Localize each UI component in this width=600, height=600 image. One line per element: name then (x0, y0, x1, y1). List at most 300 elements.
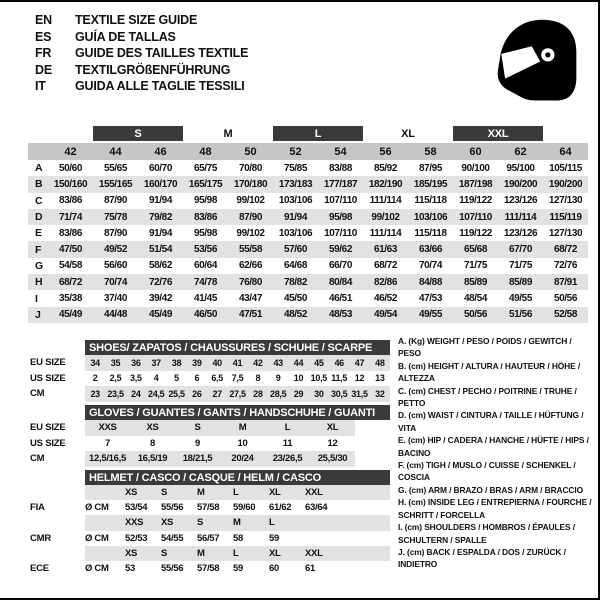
gloves-row (30, 420, 395, 436)
size-table-row (28, 193, 588, 209)
size-cell: 119/122 (459, 195, 492, 207)
size-cell: 103/106 (413, 211, 448, 223)
size-cell: 68/72 (58, 276, 83, 288)
size-column-header: 62 (514, 145, 527, 158)
gloves-cell: 25,5/30 (317, 453, 348, 465)
shoes-cell: 43 (273, 357, 283, 368)
gloves-cells (85, 436, 355, 452)
gloves-cell: 12,5/16,5 (89, 453, 126, 465)
language-row (35, 29, 248, 46)
helmet-cell: 56/57 (197, 532, 220, 544)
size-cell: 47/53 (418, 293, 443, 305)
size-cell: 50/60 (58, 162, 83, 174)
row-label: I (35, 292, 38, 305)
size-cell: 46/51 (328, 293, 353, 305)
gloves-cell: 18/21,5 (182, 453, 213, 465)
size-table-row (28, 225, 588, 241)
guide-title: TEXTILE SIZE GUIDE (75, 13, 198, 27)
size-cell: 59/62 (328, 244, 353, 256)
helmet-unit-label: Ø CM (85, 532, 109, 544)
helmet-cell: 55/56 (161, 502, 184, 514)
size-group-l: L (273, 126, 363, 141)
shoes-row-label: EU SIZE (30, 357, 66, 369)
shoes-cell: 7,5 (231, 373, 244, 384)
gloves-cell: XL (326, 422, 339, 434)
legend-item: F. (cm) TIGH / MUSLO / CUISSE / SCHENKEL / COSCIA (398, 460, 576, 483)
helmet-cell: XL (269, 487, 281, 499)
size-cell: 87/95 (418, 162, 443, 174)
shoes-cell: 38 (171, 357, 182, 368)
size-table-row (28, 209, 588, 225)
shoes-cell: 35 (110, 357, 121, 368)
size-cell: 72/76 (148, 276, 173, 288)
size-cell: 71/75 (463, 260, 488, 272)
shoes-table (30, 340, 395, 402)
size-table-row (28, 241, 588, 257)
size-cell: 99/102 (236, 227, 265, 239)
shoes-cell: 46 (334, 357, 344, 368)
size-cell: 43/47 (238, 293, 263, 305)
helmet-cells (85, 500, 390, 515)
size-cell: 50/56 (463, 309, 488, 321)
size-cell: 49/55 (508, 293, 533, 305)
gloves-cell: 7 (105, 437, 110, 449)
helmet-cell: XS (125, 487, 138, 499)
gloves-cell: M (238, 422, 247, 434)
legend-item: B. (cm) HEIGHT / ALTURA / HAUTEUR / HÖHE / ALTEZZA (398, 360, 581, 384)
size-column-header: 42 (64, 145, 77, 158)
size-cell: 190/200 (503, 178, 538, 190)
language-code: ES (35, 29, 52, 44)
size-cell: 37/40 (103, 293, 128, 305)
helmet-cell: XL (269, 547, 281, 559)
helmet-header-row (30, 470, 395, 485)
size-cell: 87/90 (103, 227, 128, 239)
size-table-row (28, 274, 588, 290)
helmet-unit-label (85, 546, 125, 561)
size-cell: 75/85 (283, 162, 308, 174)
gloves-cell: 16,5/19 (137, 453, 168, 465)
size-table-row (28, 290, 588, 306)
size-cell: 75/78 (103, 211, 128, 223)
language-row (35, 78, 248, 95)
size-cell: 35/38 (58, 293, 83, 305)
helmet-cell: XXS (125, 517, 144, 529)
size-cell: 45/50 (283, 293, 308, 305)
shoes-cell: 47 (354, 357, 365, 368)
legend-item: C. (cm) CHEST / PECHO / POITRINE / TRUHE / PETTO (398, 385, 577, 409)
size-group-row (28, 126, 588, 141)
shoes-cells (85, 371, 390, 387)
size-cell: 83/86 (58, 227, 83, 239)
size-cell: 48/54 (463, 293, 488, 305)
shoes-cell: 48 (375, 357, 385, 368)
shoes-cell: 23 (90, 388, 100, 399)
size-cell: 47/51 (238, 309, 263, 321)
helmet-title-bar: HELMET / CASCO / CASQUE / HELM / CASCO (85, 470, 390, 485)
shoes-cell: 2 (92, 373, 98, 384)
helmet-cell: S (161, 547, 168, 559)
size-group-s: S (93, 126, 183, 141)
size-cell: 91/94 (148, 227, 173, 239)
size-cell: 76/80 (238, 276, 263, 288)
helmet-cell: XXL (305, 487, 323, 499)
gloves-cell: 11 (282, 437, 293, 449)
shoes-row (30, 371, 395, 387)
helmet-cell: 54/55 (161, 532, 184, 544)
size-cell: 49/52 (103, 244, 128, 256)
size-cell: 82/86 (373, 276, 398, 288)
size-cell: 71/74 (58, 211, 83, 223)
helmet-cell: L (233, 547, 239, 559)
size-cell: 99/102 (371, 211, 400, 223)
size-cell: 123/126 (503, 227, 538, 239)
size-cell: 51/56 (508, 309, 533, 321)
size-column-header: 46 (154, 145, 167, 158)
helmet-cell (305, 515, 341, 530)
size-cell: 107/110 (459, 211, 492, 223)
size-cell: 60/64 (193, 260, 218, 272)
gloves-cell: XS (146, 422, 159, 434)
size-cell: 127/130 (548, 227, 583, 239)
racing-helmet-icon (488, 14, 583, 109)
legend-item: D. (cm) WAIST / CINTURA / TAILLE / HÜFTUNG / VITA (398, 410, 584, 433)
size-column-header: 48 (199, 145, 212, 158)
size-cell: 83/86 (58, 195, 83, 207)
size-cell: 95/98 (328, 211, 353, 223)
size-column-header: 54 (334, 145, 347, 158)
row-label: C (35, 194, 43, 207)
shoes-cell: 24,5 (148, 388, 165, 399)
size-group-m: M (223, 127, 233, 140)
helmet-cell: XXL (305, 547, 323, 559)
helmet-standard-label: ECE (30, 563, 49, 575)
language-code: FR (35, 46, 52, 60)
shoes-cell: 5 (174, 373, 179, 384)
language-row (35, 45, 248, 62)
language-code: IT (35, 79, 46, 93)
size-cell: 58/62 (148, 260, 173, 272)
size-cell: 91/94 (148, 195, 173, 207)
shoes-cell: 2,5 (109, 373, 122, 384)
shoes-header-row (30, 340, 395, 355)
shoes-cells (85, 355, 390, 371)
helmet-cell: XS (125, 547, 138, 559)
size-cell: 85/89 (508, 276, 533, 288)
size-cell: 67/70 (508, 244, 533, 256)
gloves-cell: 23/26,5 (272, 453, 303, 465)
size-cell: 62/66 (238, 260, 263, 272)
size-column-header: 58 (424, 145, 437, 158)
helmet-cell: 59 (233, 563, 243, 575)
shoes-cell: 3,5 (130, 373, 142, 384)
size-cell: 65/68 (463, 244, 488, 256)
gloves-title-bar: GLOVES / GUANTES / GANTS / HANDSCHUHE / GUANTI (85, 405, 390, 420)
size-cell: 84/88 (418, 276, 443, 288)
shoes-cells (85, 386, 390, 402)
shoes-cell: 39 (192, 357, 202, 368)
size-table-row (28, 176, 588, 192)
size-cell: 177/187 (323, 178, 358, 190)
size-cell: 85/89 (463, 276, 488, 288)
shoes-cell: 23,5 (107, 388, 124, 399)
guide-title: GUÍA DE TALLAS (75, 29, 176, 44)
shoes-cell: 36 (131, 357, 141, 368)
size-cell: 53/56 (193, 244, 218, 256)
size-cell: 91/94 (283, 211, 308, 223)
size-cell: 65/75 (193, 162, 218, 174)
guide-title: TEXTILGRÖßENFÜHRUNG (75, 62, 231, 77)
helmet-row (30, 500, 395, 515)
size-cell: 187/198 (458, 178, 493, 190)
size-cell: 127/130 (548, 195, 583, 207)
size-cell: 87/90 (103, 195, 128, 207)
size-cell: 85/92 (373, 162, 398, 174)
size-table-row (28, 307, 588, 323)
shoes-cell: 4 (153, 373, 159, 384)
legend-item: H. (cm) INSIDE LEG / ENTREPIERNA / FOURCHE / SCHRITT / FORCELLA (398, 497, 592, 520)
size-column-header: 56 (379, 145, 392, 158)
shoes-cell: 32 (375, 388, 385, 399)
shoes-cell: 25,5 (168, 388, 185, 399)
shoes-cell: 27 (212, 388, 222, 399)
shoes-cell: 6 (194, 373, 200, 384)
shoes-cell: 45 (314, 357, 324, 368)
gloves-table (30, 405, 395, 467)
helmet-cell: 63/64 (305, 502, 328, 514)
helmet-unit-label (85, 515, 125, 530)
helmet-row (30, 515, 395, 530)
size-cell: 115/118 (414, 227, 447, 239)
size-cell: 72/76 (553, 260, 578, 272)
shoes-cell: 28 (253, 388, 263, 399)
gloves-cells (85, 451, 355, 467)
helmet-cell: 53 (125, 563, 135, 575)
helmet-row (30, 561, 395, 576)
gloves-cell: S (194, 422, 201, 434)
helmet-cell: 52/53 (125, 532, 148, 544)
shoes-row-label: CM (30, 388, 45, 400)
size-cell: 70/74 (103, 276, 128, 288)
size-cell: 57/60 (283, 244, 308, 256)
shoes-row (30, 355, 395, 371)
size-cell: 51/54 (148, 244, 173, 256)
helmet-cells (85, 531, 390, 546)
row-label: D (35, 211, 43, 224)
size-cell: 111/114 (504, 211, 537, 223)
size-cell: 46/52 (373, 293, 398, 305)
size-cell: 87/91 (553, 276, 578, 288)
size-cell: 111/114 (369, 227, 402, 239)
size-table-row (28, 258, 588, 274)
shoes-cell: 6,5 (211, 373, 223, 384)
helmet-unit-label (85, 485, 125, 500)
helmet-standard-label: FIA (30, 502, 45, 514)
size-cell: 48/52 (283, 309, 308, 321)
size-cell: 103/106 (278, 227, 313, 239)
row-label: A (35, 162, 43, 175)
gloves-cell: XXS (98, 422, 117, 434)
gloves-row-label: US SIZE (30, 437, 66, 449)
helmet-cell: 53/54 (125, 502, 148, 514)
helmet-cell: XS (161, 517, 174, 529)
size-number-row (28, 143, 588, 160)
gloves-row-label: CM (30, 453, 45, 465)
shoes-cell: 30,5 (331, 388, 348, 399)
helmet-cell: S (197, 517, 204, 529)
legend-item: A. (Kg) WEIGHT / PESO / POIDS / GEWITCH / PESO (398, 336, 572, 359)
gloves-row (30, 436, 395, 452)
size-cell: 160/170 (143, 178, 178, 190)
size-cell: 56/60 (103, 260, 128, 272)
helmet-row (30, 531, 395, 546)
gloves-cell: 9 (195, 437, 200, 449)
size-cell: 66/70 (328, 260, 353, 272)
size-cell: 95/98 (193, 227, 218, 239)
gloves-row (30, 451, 395, 467)
textile-size-table (28, 126, 588, 323)
size-cell: 55/58 (238, 244, 263, 256)
size-cell: 48/53 (328, 309, 353, 321)
size-group-xxl: XXL (453, 126, 543, 141)
size-column-header: 52 (289, 145, 302, 158)
size-cell: 68/72 (373, 260, 398, 272)
size-cell: 49/54 (373, 309, 398, 321)
size-cell: 49/55 (418, 309, 443, 321)
size-cell: 78/82 (283, 276, 308, 288)
size-table-row (28, 160, 588, 176)
gloves-row-label: EU SIZE (30, 422, 66, 434)
shoes-row-label: US SIZE (30, 372, 66, 384)
helmet-cell: 61/62 (269, 502, 292, 514)
helmet-cell: 57/58 (197, 502, 220, 514)
legend-item: J. (cm) BACK / ESPALDA / DOS / ZURÜCK / INDIETRO (398, 546, 566, 570)
size-cell: 103/106 (278, 195, 313, 207)
size-cell: 105/115 (549, 162, 582, 174)
size-cell: 80/84 (328, 276, 353, 288)
legend-item: G. (cm) ARM / BRAZO / BRAS / ARM / BRACCIO (398, 484, 584, 495)
size-cell: 50/56 (553, 293, 578, 305)
shoes-cell: 29 (293, 388, 304, 399)
gloves-cell: 20/24 (231, 453, 254, 465)
helmet-cell: 57/58 (197, 563, 220, 575)
helmet-cells (85, 515, 390, 530)
shoes-cell: 27,5 (229, 388, 246, 399)
row-label: F (35, 243, 42, 256)
size-cell: 54/58 (58, 260, 83, 272)
measurement-legend (398, 335, 596, 571)
shoes-cell: 8 (255, 373, 261, 384)
helmet-cell: 61 (305, 563, 315, 575)
size-cell: 150/160 (53, 178, 88, 190)
shoes-cell: 44 (293, 357, 304, 368)
helmet-cell: L (269, 517, 275, 529)
size-cell: 111/114 (369, 195, 402, 207)
size-cell: 119/122 (459, 227, 492, 239)
helmet-cell: 59 (269, 532, 279, 544)
row-label: J (35, 308, 41, 321)
helmet-cell: M (233, 517, 241, 529)
size-column-header: 44 (109, 145, 122, 158)
size-cell: 99/102 (236, 195, 265, 207)
size-cell: 155/165 (98, 178, 133, 190)
size-column-header: 60 (469, 145, 482, 158)
size-cell: 95/98 (193, 195, 218, 207)
row-label: G (35, 259, 44, 272)
language-code: EN (35, 13, 52, 27)
size-cell: 115/118 (414, 195, 447, 207)
shoes-cell: 24 (131, 388, 141, 399)
gloves-cell: 10 (237, 437, 248, 449)
size-cell: 64/68 (283, 260, 308, 272)
size-cell: 52/58 (553, 309, 578, 321)
shoes-row (30, 386, 395, 402)
helmet-unit-label: Ø CM (85, 563, 109, 575)
band-spacer (28, 126, 48, 141)
legend-item: I. (cm) SHOULDERS / HOMBROS / ÉPAULES / SCHULTERN / SPALLE (398, 522, 575, 545)
shoes-cell: 10,5 (310, 373, 327, 384)
size-column-header: 50 (244, 145, 257, 158)
size-column-header: 64 (559, 145, 572, 158)
helmet-cells (85, 561, 390, 576)
size-cell: 185/195 (413, 178, 448, 190)
size-cell: 173/183 (278, 178, 313, 190)
helmet-cell: 58 (233, 532, 243, 544)
helmet-row (30, 546, 395, 561)
gloves-cell: 8 (150, 437, 155, 449)
size-cell: 107/110 (324, 227, 357, 239)
helmet-table (30, 470, 395, 576)
shoes-cell: 41 (232, 357, 243, 368)
helmet-cell: M (197, 487, 205, 499)
size-cell: 46/50 (193, 309, 218, 321)
shoes-cell: 40 (212, 357, 222, 368)
language-code: DE (35, 62, 52, 77)
size-cell: 41/45 (193, 293, 218, 305)
shoes-cell: 34 (90, 357, 100, 368)
size-cell: 107/110 (324, 195, 357, 207)
size-cell: 55/65 (103, 162, 128, 174)
shoes-cell: 10 (293, 373, 304, 384)
size-cell: 45/49 (58, 309, 83, 321)
shoes-cell: 13 (375, 373, 385, 384)
size-cell: 71/75 (508, 260, 533, 272)
language-title-list (35, 12, 248, 95)
size-cell: 63/66 (418, 244, 443, 256)
helmet-standard-label (30, 515, 85, 530)
size-cell: 83/86 (193, 211, 218, 223)
language-row (35, 12, 248, 29)
shoes-cell: 11,5 (331, 373, 348, 384)
guide-title: GUIDA ALLE TAGLIE TESSILI (75, 79, 245, 93)
size-table-rows (28, 160, 588, 323)
helmet-cells (85, 485, 390, 500)
size-cell: 61/63 (373, 244, 398, 256)
size-cell: 70/74 (418, 260, 443, 272)
shoes-cell: 42 (253, 357, 263, 368)
gloves-cells (85, 420, 355, 436)
size-cell: 60/70 (148, 162, 173, 174)
size-cell: 115/119 (549, 211, 582, 223)
row-label: H (35, 276, 43, 289)
gloves-cell: L (284, 422, 291, 434)
gloves-header-row (30, 405, 395, 420)
size-cell: 45/49 (148, 309, 173, 321)
gloves-cell: 12 (327, 437, 338, 449)
helmet-cell: 60 (269, 563, 279, 575)
helmet-standard-label (30, 546, 85, 561)
helmet-cell: L (233, 487, 239, 499)
